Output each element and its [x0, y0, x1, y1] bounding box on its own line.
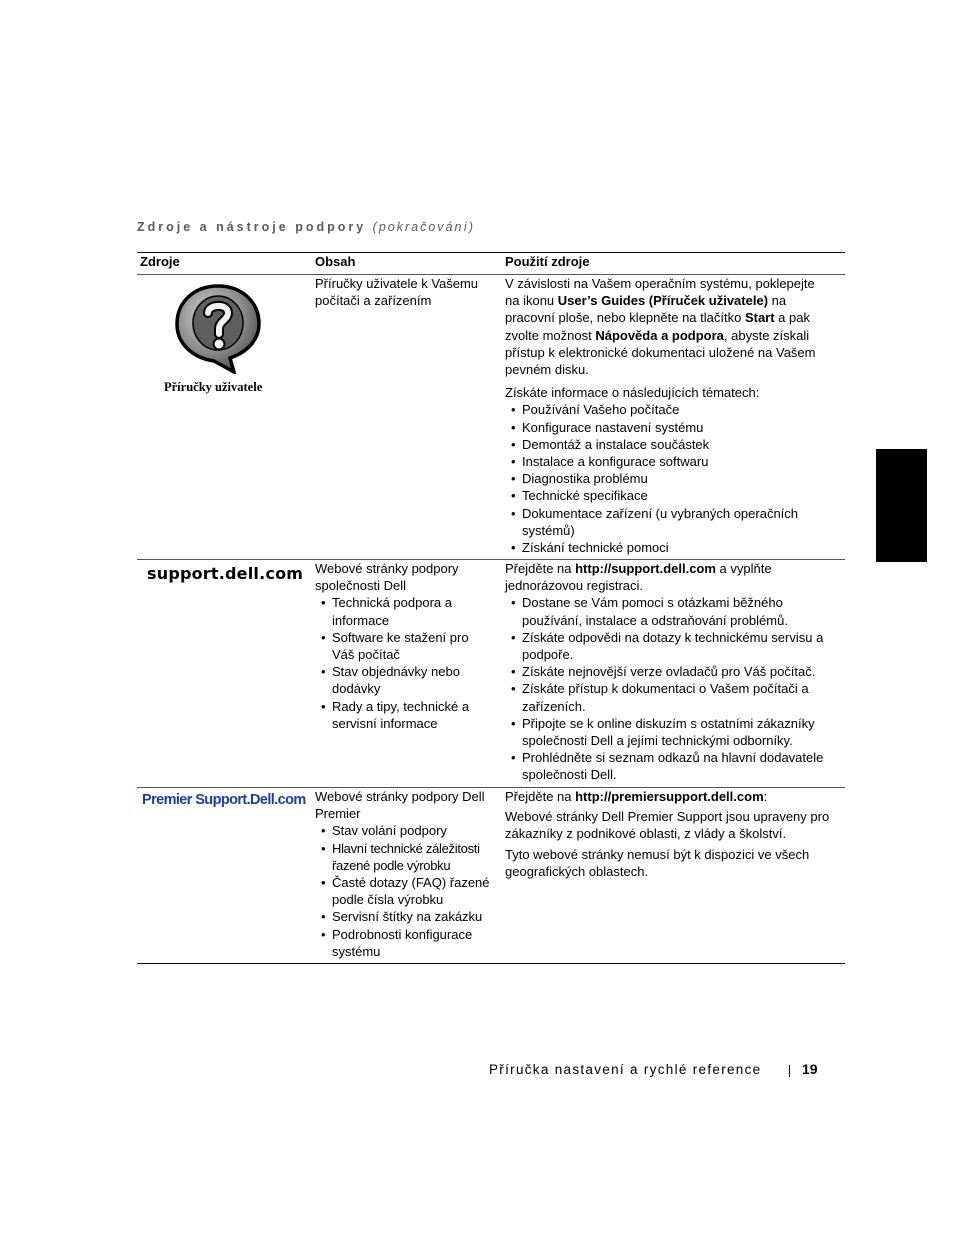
row3-usage	[505, 788, 845, 880]
list-item: • Diagnostika problému	[505, 470, 845, 487]
row3-content	[315, 788, 501, 960]
row3-content-intro: Webové stránky podpory Dell Premier	[315, 789, 485, 822]
footer-separator	[789, 1065, 790, 1077]
col-header-sources: Zdroje	[140, 254, 180, 269]
list-item: • Stav volání podpory	[315, 822, 501, 839]
list-item: • Získání technické pomoci	[505, 539, 845, 556]
list-item: • Prohlédněte si seznam odkazů na hlavní dodavatele společnosti Dell.	[505, 749, 845, 783]
row1-usage-paragraph	[505, 275, 845, 378]
list-item: • Technické specifikace	[505, 487, 845, 504]
list-item: • Používání Vašeho počítače	[505, 401, 845, 418]
bold-run: User’s Guides (Příruček uživatele)	[557, 293, 769, 309]
text-run: :	[763, 789, 768, 804]
list-item: • Dostane se Vám pomoci s otázkami běžného používání, instalace a odstraňování problémů.	[505, 594, 845, 628]
row2-content-list	[315, 594, 493, 732]
section-title	[137, 220, 475, 234]
row3-usage-paragraph: Tyto webové stránky nemusí být k dispozici ve všech geografických oblastech.	[505, 846, 810, 879]
text-run: , abyste získali	[723, 327, 810, 343]
list-item: • Konfigurace nastavení systému	[505, 419, 845, 436]
list-item: • Instalace a konfigurace softwaru	[505, 453, 845, 470]
list-item: • Demontáž a instalace součástek	[505, 436, 845, 453]
section-title-text: Zdroje a nástroje podpory	[137, 220, 367, 234]
list-item: • Software ke stažení pro Váš počítač	[315, 629, 493, 663]
text-run: pevném disku.	[505, 362, 589, 378]
row2-usage-intro	[505, 560, 845, 594]
text-run: zvolte možnost	[505, 327, 596, 343]
premier-support-logo: Premier Support.Dell.com	[142, 792, 306, 808]
text-run: Přejděte na	[505, 561, 576, 576]
row2-content-intro: Webové stránky podpory společnosti Dell	[315, 561, 459, 594]
list-item: • Připojte se k online diskuzím s ostatními zákazníky společnosti Dell a jejími technickými odborníky.	[505, 715, 845, 749]
text-run: a vyplňte jednorázovou registraci.	[505, 561, 772, 594]
list-item: • Získáte nejnovější verze ovladačů pro Váš počítač.	[505, 663, 845, 680]
row1-content	[315, 275, 500, 309]
text-run: Přejděte na	[505, 789, 576, 804]
list-item: • Získáte přístup k dokumentaci o Vašem počítači a zařízeních.	[505, 680, 845, 714]
user-guides-caption: Příručky uživatele	[164, 380, 263, 394]
list-item: • Stav objednávky nebo dodávky	[315, 663, 493, 697]
row2-usage	[505, 560, 845, 784]
text-run: přístup k elektronické dokumentaci uložené na Vašem	[505, 344, 816, 360]
support-dell-link[interactable]: http://support.dell.com	[575, 561, 716, 576]
row1-usage-intro: Získáte informace o následujících tématech:	[505, 385, 760, 401]
table-bottom-rule	[137, 963, 845, 964]
row3-usage-intro	[505, 788, 845, 805]
text-run: na	[768, 293, 787, 309]
col-header-content: Obsah	[315, 254, 356, 269]
list-item: • Dokumentace zařízení (u vybraných operačních systémů)	[505, 505, 822, 539]
footer-title: Příručka nastavení a rychlé reference	[489, 1062, 762, 1077]
list-item: • Hlavní technické záležitosti řazené podle výrobku	[315, 840, 501, 874]
row2-usage-list	[505, 594, 845, 783]
text-run: na ikonu	[505, 293, 558, 309]
row1-usage-list	[505, 401, 845, 556]
row3-usage-paragraph: Webové stránky Dell Premier Support jsou upraveny pro zákazníky z podnikové oblasti, z vlády a školství.	[505, 809, 830, 842]
table-top-rule	[137, 252, 845, 253]
col-header-usage: Použití zdroje	[505, 254, 590, 269]
list-item: • Technická podpora a informace	[315, 594, 493, 628]
list-item: • Servisní štítky na zakázku	[315, 908, 501, 925]
premier-support-link[interactable]: http://premiersupport.dell.com	[575, 789, 764, 804]
row2-content	[315, 560, 493, 732]
support-dell-logo: support.dell.com	[147, 564, 304, 583]
list-item: • Rady a tipy, technické a servisní informace	[315, 698, 493, 732]
list-item: • Podrobnosti konfigurace systému	[315, 926, 501, 960]
section-title-continued: (pokračování)	[372, 220, 476, 234]
list-item: • Časté dotazy (FAQ) řazené podle čísla výrobku	[315, 874, 501, 908]
chapter-tab	[876, 449, 927, 562]
row1-content-line: počítači a zařízením	[315, 293, 432, 309]
bold-run: Start	[744, 310, 775, 326]
text-run: V závislosti na Vašem operačním systému, poklepejte	[505, 276, 815, 291]
row3-content-list	[315, 822, 501, 960]
row1-usage	[505, 275, 845, 556]
text-run: a pak	[774, 310, 810, 326]
text-run: pracovní ploše, nebo klepněte na tlačítko	[505, 310, 745, 326]
bold-run: Nápověda a podpora	[595, 327, 724, 343]
list-item: • Získáte odpovědi na dotazy k technickému servisu a podpoře.	[505, 629, 845, 663]
row1-content-line: Příručky uživatele k Vašemu	[315, 276, 479, 291]
page-number: 19	[802, 1061, 818, 1077]
help-question-icon	[172, 282, 264, 374]
